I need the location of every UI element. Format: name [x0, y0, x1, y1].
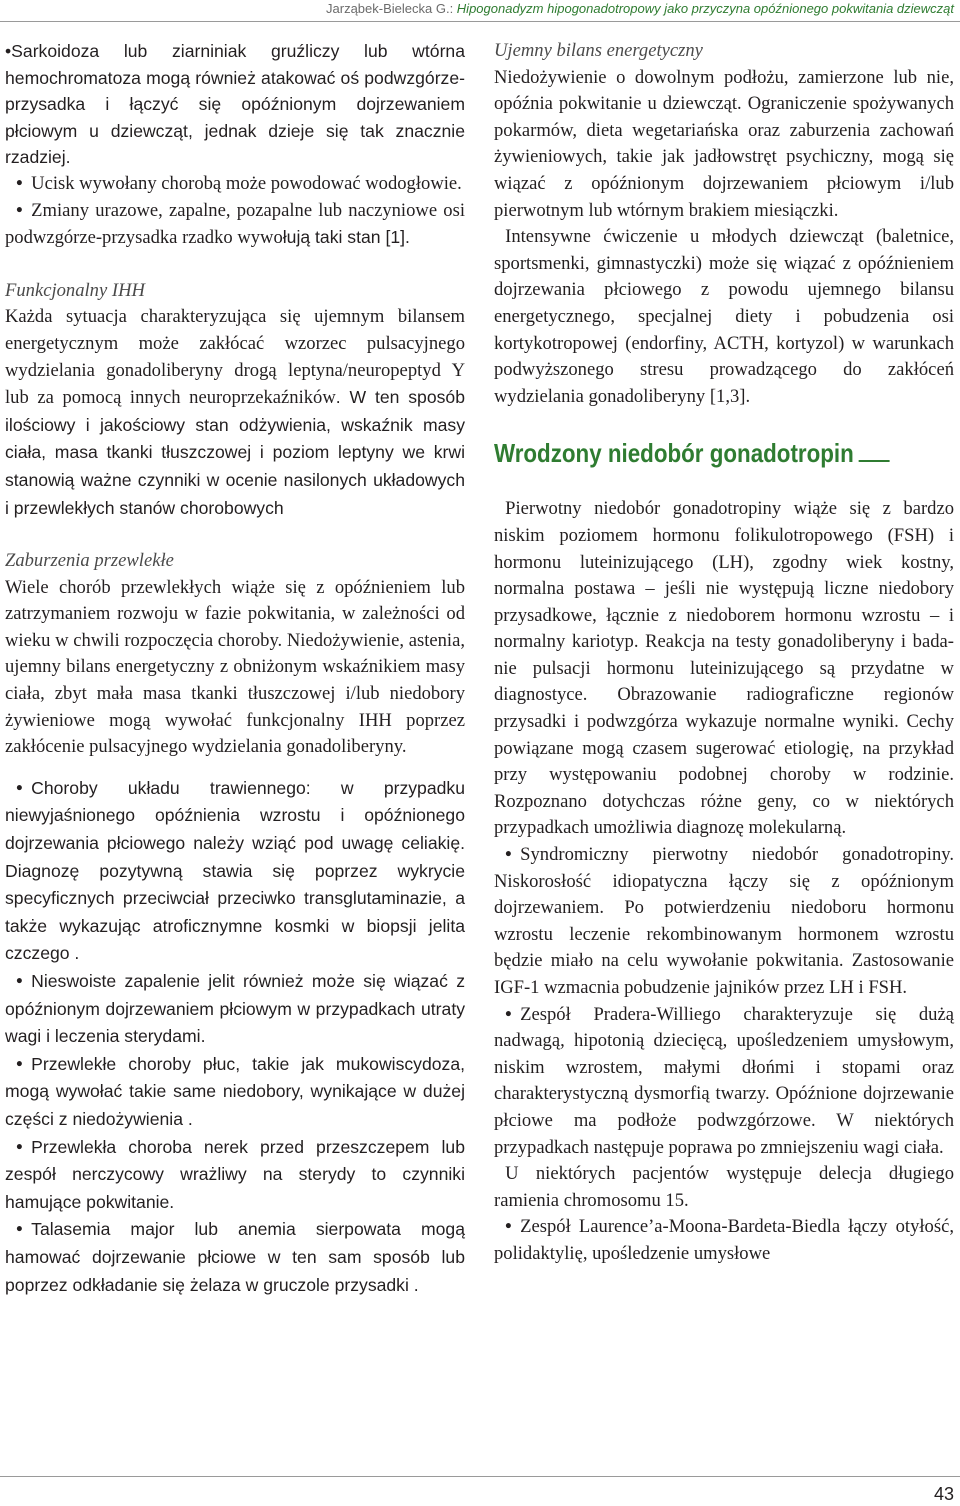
bullet-icon: •	[505, 1003, 512, 1025]
bullet-icon: •	[16, 1219, 23, 1241]
running-header	[326, 0, 954, 22]
zaburzenia-paragraph: Wiele chorób przewlekłych wiąże się z opóźnieniem lub zatrzymaniem rozwoju w fazie pokwitania, w zależności od wieku w chwili rozpoczęcia choroby. Niedożywienie, astenia, ujemny bilans energetyczny z obniżonym wskaźnikiem masy ciała, zbyt mała masa tkanki tłuszczowej i/lub niedobory żywieniowe mogą wywołać funkcjonalny IHH poprzez zakłócenie pulsacyjnego wydzielania gonadoliberyny.	[5, 576, 465, 758]
laurence-bullet: • Zespół Laurence’a-Moona-Bardeta-Biedla łączy otyłość, polidaktylię, upośledzenie umysłowe	[494, 1216, 954, 1264]
bullet-icon: •	[16, 1136, 23, 1158]
bullet-icon: •	[16, 199, 23, 221]
wrodzony-paragraph: Pierwotny niedobór gonadotropiny wiąże się z bardzo niskim poziomem hormonu folikulotropowego (FSH) i hormonu luteinizującego (LH), zgodny wiek kostny, normalna postawa – jeśli nie występują liczne niedobory przysadkowe, łącznie z niedoborem hormonu wzrostu – i normalny kariotyp. Reakcja na testy gonadoliberyny i badanie pulsacji hormonu luteinizującego są przydatne w diagnostyce. Obrazowanie radiograficzne regionów przysadki i podwzgórza wykazuje normalne wyniki. Cechy powiązane mogą czasem sugerować etiologię, na przykład przy występowaniu podobnej choroby w rodzinie. Rozpoznano dotychczas różne geny, co w niektórych przypadkach umożliwia diagnozę molekularną.	[494, 498, 954, 839]
funkcjonalny-paragraph: Każda sytuacja charakteryzująca się ujemnym bilansem energetycznym może zakłócać wzorzec pulsacyjnego wydzielania gonadoliberyny drogą leptyna/neuropeptyd Y lub za pomocą innych neuroprzekaźników. W ten sposób ilościowy i jakościowy stan odżywienia, wskaźnik masy ciała, masa tkanki tłuszczowej i poziom leptyny we krwi stanowią ważne czynniki w ocenie nasilonych układowych i przewlekłych stanów chorobowych	[5, 306, 465, 518]
bullet-icon: •	[16, 1053, 23, 1075]
syndromiczny-bullet: • Syndromiczny pierwotny niedobór gonadotropiny. Niskorosłość idiopatyczna łączy się z opóźnionym dojrzewaniem. Po potwierdzeniu niedoboru hormonu wzrostu leczenie rekombinowanym hormonem wzrostu będzie miało na celu wywołanie pokwitania. Zastosowanie IGF-1 wzmacnia pobudzenie jajników przez LH i FSH.	[494, 844, 954, 998]
header-author: Jarząbek-Bielecka G.:	[326, 1, 457, 16]
nerki-bullet: • Przewlekła choroba nerek przed przeszczepem lub zespół nerczycowy wrażliwy na sterydy to czynniki hamujące pokwitanie.	[5, 1136, 465, 1212]
header-title: Hipogonadyzm hipogonadotropowy jako przyczyna opóźnionego pokwitania dziewcząt	[456, 1, 954, 16]
zaburzenia-heading: Zaburzenia przewlekłe	[5, 550, 174, 572]
ujemny-bilans-paragraph-2: Intensywne ćwiczenie u młodych dziewcząt (baletnice, sportsmenki, gimnastyczki) może się wiązać z opóźnieniem dojrzewania płciowego z powodu ujemnego bilansu energetycznego, specjalnej diety i pobudzenia osi kortykotropowej (endorfiny, ACTH, kortyzol) w warunkach podwyższonego stresu prowadzącego do zakłóceń wydzielania gonadoliberyny [1,3].	[494, 226, 954, 407]
ujemny-bilans-heading: Ujemny bilans energetyczny	[494, 40, 703, 61]
talasemia-bullet: • Talasemia major lub anemia sierpowata mogą hamować dojrzewanie płciowe w ten sam sposób lub poprzez odkładanie się żelaza w gruczole przysadki .	[5, 1219, 465, 1295]
title-underline	[859, 460, 890, 462]
bullet-icon: •	[16, 971, 23, 992]
bullet-icon: •	[16, 172, 23, 194]
right-column	[494, 38, 954, 1268]
pluca-bullet: • Przewlekłe choroby płuc, takie jak mukowiscydoza, mogą wywołać takie same niedobory, wynikające w dużej części z niedożywienia .	[5, 1053, 465, 1129]
funkcjonalny-heading: Funkcjonalny IHH	[5, 279, 145, 301]
bullet-icon: •	[505, 844, 512, 866]
page-number: 43	[933, 1484, 954, 1504]
choroby-trawienne-bullet: • Choroby układu trawiennego: w przypadku niewyjaśnionego opóźnienia wzrostu i opóźnionego dojrzewania płciowego należy wziąć pod uwagę celiakię. Diagnozę pozytywną stawia się poprzez wykrycie specyficznych przeciwciał przeciwko transglutaminazie, a także wykazując atroficznymne kosmki w biopsji jelita czczego .	[5, 777, 465, 964]
header-divider	[0, 21, 960, 22]
bullet-icon: •	[505, 1216, 512, 1238]
section-title: Wrodzony niedobór gonadotropin	[494, 436, 890, 470]
delecja-paragraph: U niektórych pacjentów występuje delecja długiego ramienia chromosomu 15.	[494, 1163, 954, 1211]
bullet-icon: •	[16, 777, 23, 799]
pradera-willi-bullet: • Zespół Pradera-Williego charakteryzuje się dużą nadwagą, hipotonią dziecięcą, upośledzeniem umysłowym, niskim wzrostem, małymi dłońmi i stopami oraz charakterystyczną dysmorfią twarzy. Opóźnione dojrzewanie płciowe ma podłoże podwzgórzowe. W niektórych przypadkach następuje poprawa po zmniejszeniu wagi ciała.	[494, 1003, 954, 1158]
sarkoidoza-bullet: •Sarkoidoza lub ziarniniak gruźliczy lub wtórna hemochromatoza mogą również atakować oś podwzgórze-przysadka i łączyć się opóźnionym dojrzewaniem płciowym u dziewcząt, jednak dzieje się tak znacznie rzadziej.	[5, 41, 465, 168]
ujemny-bilans-paragraph-1: Niedożywienie o dowolnym podłożu, zamierzone lub nie, opóźnia pokwitanie u dziewcząt. Ograniczenie spożywanych pokarmów, dieta wegetariańska oraz zaburzenia zachowań żywieniowych, takie jak jadłowstręt psychiczny, mogą się wiązać z opóźnionym dojrzewaniem płciowym i/lub pierwotnym lub wtórnym brakiem miesiączki.	[494, 66, 954, 221]
footer-divider	[0, 1476, 960, 1477]
bullet-icon: •	[5, 41, 12, 61]
nieswoiste-bullet: • Nieswoiste zapalenie jelit również może się wiązać z opóźnionym dojrzewaniem płciowym w przypadkach utraty wagi i leczenia sterydami.	[5, 971, 465, 1047]
left-column	[5, 38, 465, 1299]
zmiany-bullet: • Zmiany urazowe, zapalne, pozapalne lub naczyniowe osi podwzgórze-przysadka rzadko wywołują taki stan [1].	[5, 199, 465, 249]
ucisk-bullet: • Ucisk wywołany chorobą może powodować wodogłowie.	[5, 171, 465, 198]
